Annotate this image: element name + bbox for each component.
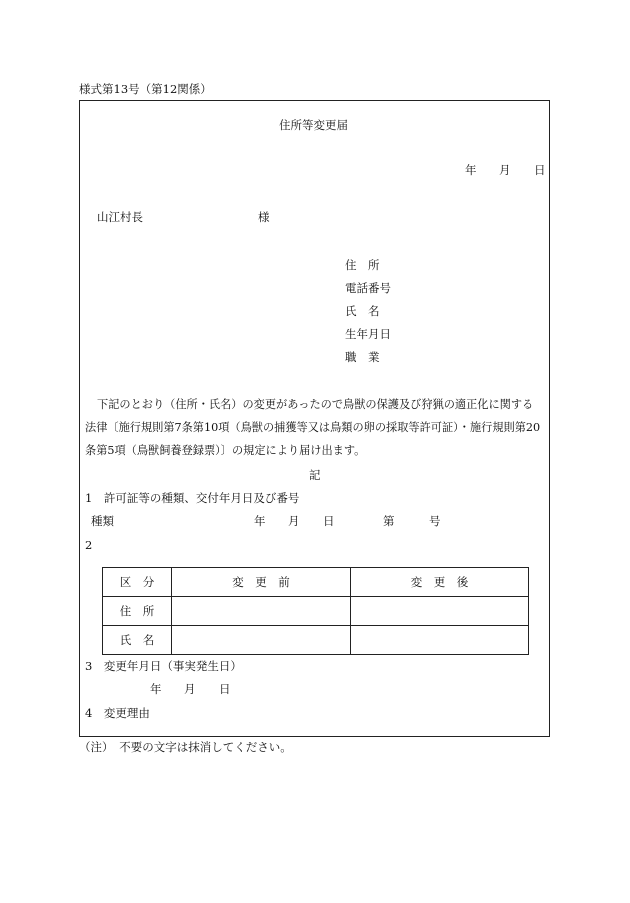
item4-label: 4 変更理由 — [85, 706, 150, 720]
addressee-honorific: 様 — [258, 210, 270, 224]
table-row — [103, 626, 529, 655]
field-phone: 電話番号 — [345, 281, 391, 295]
header-before: 変 更 前 — [172, 568, 351, 597]
item3-day: 日 — [219, 682, 231, 696]
date-month: 月 — [499, 163, 511, 177]
field-occupation: 職 業 — [345, 350, 380, 364]
addressee-name: 山江村長 — [97, 210, 143, 224]
item1-dai: 第 — [383, 514, 395, 528]
cell-after-address — [351, 597, 529, 626]
body-line: 下記のとおり（住所・氏名）の変更があったので鳥獣の保護及び狩猟の適正化に関する — [97, 398, 534, 411]
field-name: 氏 名 — [345, 304, 380, 318]
form-title: 住所等変更届 — [279, 118, 348, 132]
body-line: 条第5項（鳥獣飼養登録票）〕の規定により届け出ます。 — [85, 444, 366, 457]
item1-type: 種類 — [91, 514, 114, 528]
row-label-address: 住 所 — [103, 597, 172, 626]
form-number: 様式第13号（第12関係） — [79, 82, 212, 96]
date-day: 日 — [534, 163, 546, 177]
cell-before-address — [172, 597, 351, 626]
header-category: 区 分 — [103, 568, 172, 597]
date-year: 年 — [465, 163, 477, 177]
item1-day: 日 — [323, 514, 335, 528]
item1-year: 年 — [254, 514, 266, 528]
footnote: （注） 不要の文字は抹消してください。 — [79, 740, 292, 754]
item3-year: 年 — [150, 682, 162, 696]
change-table — [102, 567, 529, 655]
body-line: 法律〔施行規則第7条第10項（鳥獣の捕獲等又は鳥類の卵の採取等許可証）・施行規則第20 — [85, 421, 541, 434]
item1-go: 号 — [429, 514, 441, 528]
item3-month: 月 — [184, 682, 196, 696]
table-row — [103, 597, 529, 626]
field-birthdate: 生年月日 — [345, 327, 391, 341]
cell-after-name — [351, 626, 529, 655]
header-after: 変 更 後 — [351, 568, 529, 597]
field-address: 住 所 — [345, 258, 380, 272]
ki-heading: 記 — [309, 468, 321, 482]
item1-label: 1 許可証等の種類、交付年月日及び番号 — [85, 491, 300, 505]
item3-label: 3 変更年月日（事実発生日） — [85, 659, 242, 673]
item1-month: 月 — [288, 514, 300, 528]
row-label-name: 氏 名 — [103, 626, 172, 655]
cell-before-name — [172, 626, 351, 655]
item2-label: 2 — [85, 538, 93, 552]
